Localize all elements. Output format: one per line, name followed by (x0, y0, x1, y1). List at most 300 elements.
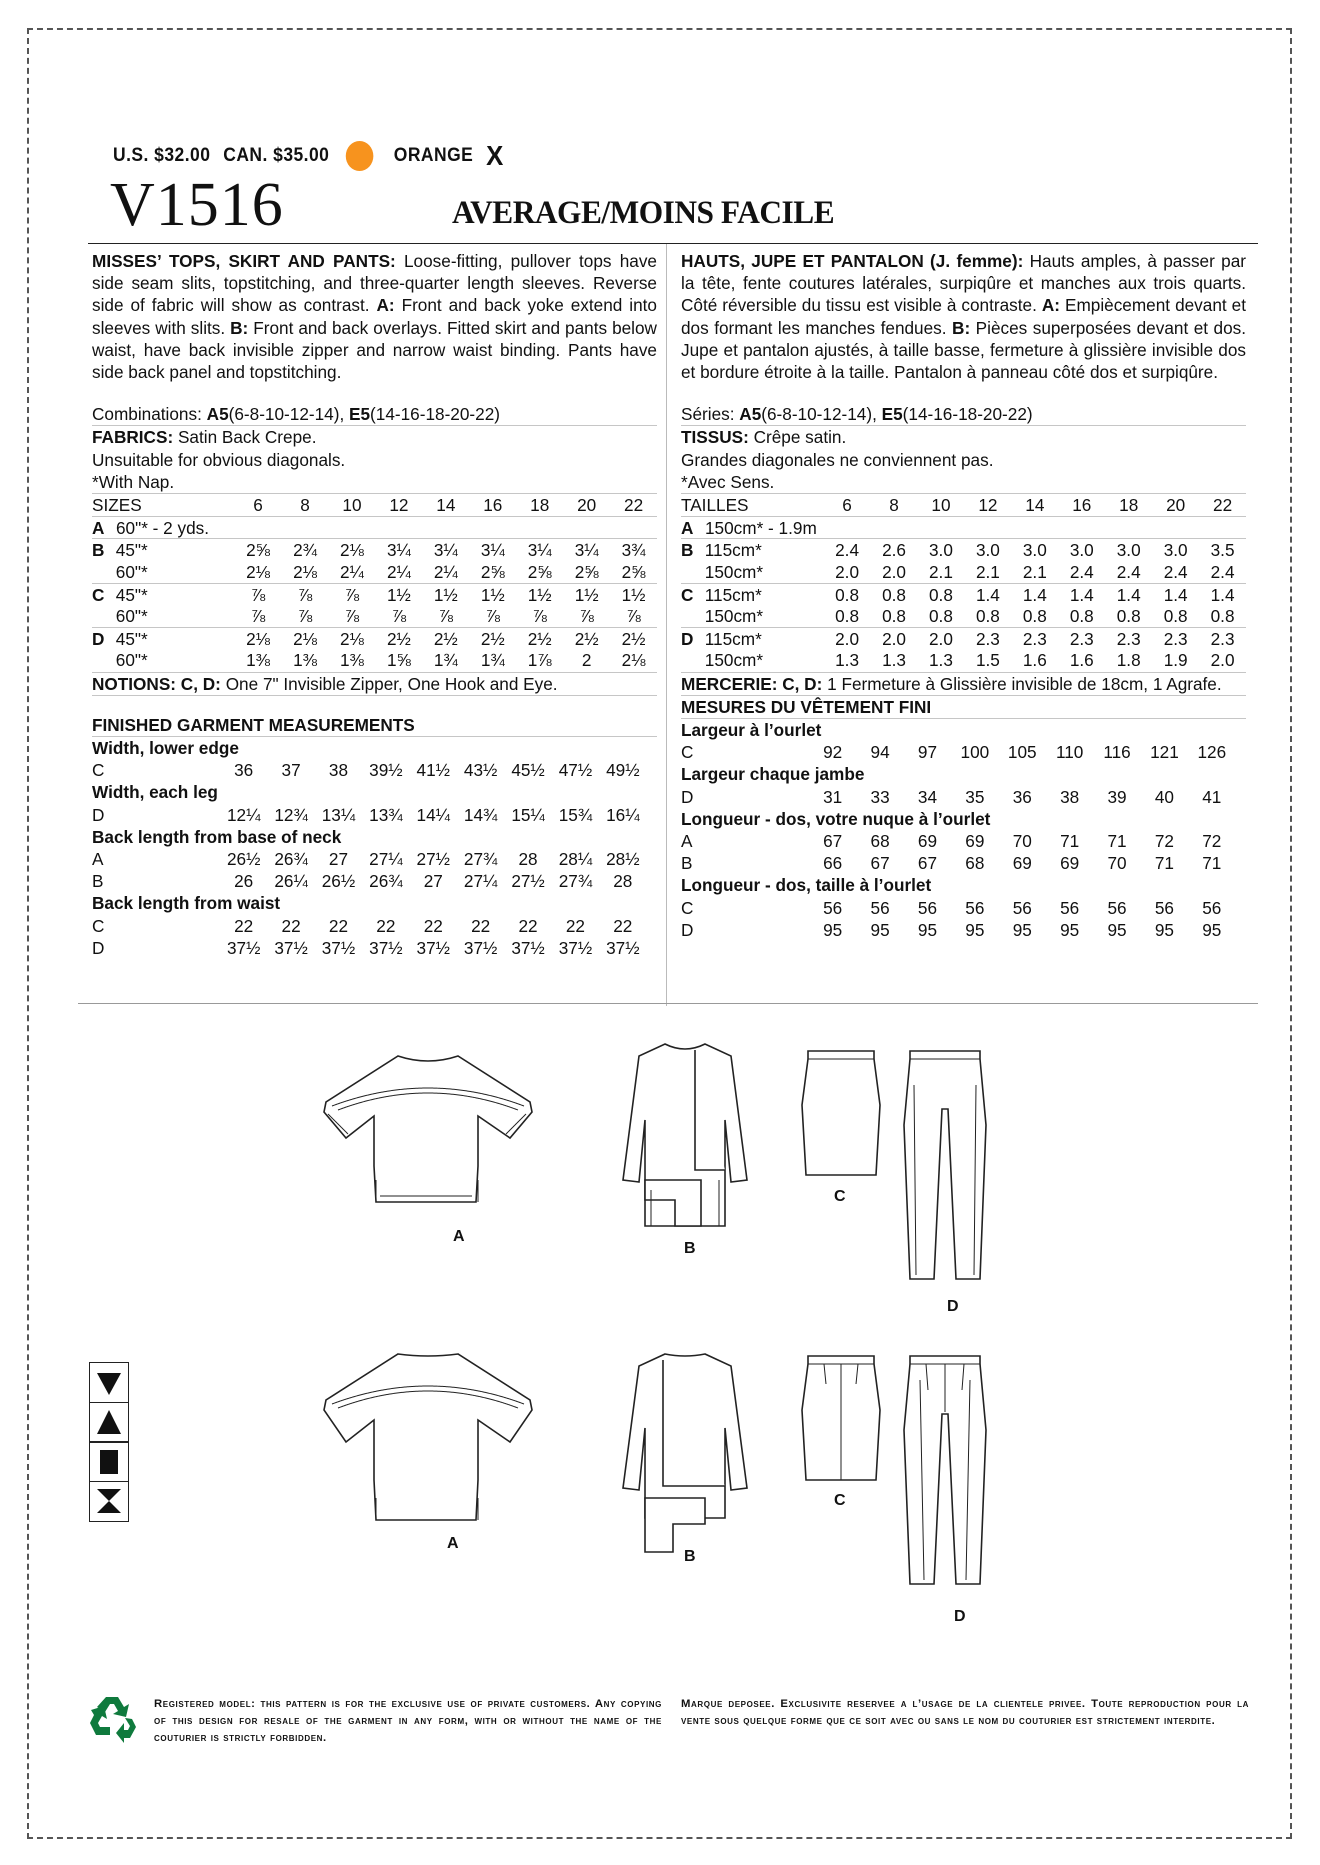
size-cell: 16 (1072, 495, 1092, 516)
column-divider (666, 244, 667, 1006)
yardage-cell: 2¼ (386, 561, 411, 582)
yardage-cell: 2.0 (882, 561, 906, 582)
yardage-cell: 2½ (527, 629, 552, 650)
yardage-cell: 2.0 (929, 629, 953, 650)
measure-cell: 37½ (463, 937, 498, 958)
fgm-title-en: FINISHED GARMENT MEASUREMENTS (92, 714, 657, 737)
measure-cell: 71 (1060, 830, 1080, 851)
measure-row: D 31 33 34 35 36 38 39 40 41 (681, 786, 1246, 808)
yardage-cell: 2¼ (340, 561, 364, 582)
yardage-cell: 1.4 (1069, 584, 1094, 605)
measure-cell: 28½ (606, 848, 640, 869)
measure-cell: 22 (613, 915, 633, 936)
yardage-cell: 2¼ (433, 561, 458, 582)
notions-en: NOTIONS: C, D: One 7" Invisible Zipper, One Hook and Eye. (92, 672, 657, 696)
measure-cell: 45½ (511, 760, 545, 781)
yardage-cell: 1.3 (835, 650, 860, 671)
measure-cell: 71 (1154, 853, 1174, 874)
measure-cell: 27¾ (463, 848, 498, 869)
size-cell: 22 (624, 495, 644, 516)
view-a-front-drawing (318, 1050, 538, 1210)
description-fr: HAUTS, JUPE ET PANTALON (J. femme): Hauts amples, à passer par la tête, fente coutures latérales, surpiqûre et manches aux trois quarts. Côté réversible du tissu est visible à contraste. A: Empiècement devant et dos formant les manches fendues. B: Pièces superposées devant et dos. Jupe et pantalon ajustés, à taille basse, fermeture à glissière invisible dos et bordure étroite à la taille. Pantalon à panneau côté dos et surpiqûre. (681, 251, 1246, 383)
yardage-cell: 1.6 (1022, 650, 1047, 671)
yardage-cell: 2⅝ (527, 561, 552, 582)
yardage-cell: 1.4 (1116, 584, 1141, 605)
size-cell: 14 (1025, 495, 1045, 516)
header-rule (88, 243, 1258, 244)
yardage-cell: 2⅛ (293, 561, 317, 582)
yardage-row: 150cm* 0.8 0.8 0.8 0.8 0.8 0.8 0.8 0.8 0.8 (681, 605, 1246, 627)
yardage-cell: 2⅛ (293, 629, 317, 650)
yardage-cell: 2.4 (1069, 561, 1094, 582)
yardage-row: 60"* ⅞ ⅞ ⅞ ⅞ ⅞ ⅞ ⅞ ⅞ ⅞ (92, 605, 657, 627)
measure-cell: 66 (823, 853, 843, 874)
unsuitable-fr: Grandes diagonales ne conviennent pas. (681, 449, 994, 470)
yardage-cell: 1.5 (975, 650, 1000, 671)
size-cell: 10 (931, 495, 951, 516)
size-cell: 20 (577, 495, 597, 516)
yardage-cell: 1½ (574, 584, 599, 605)
yardage-cell: 2.4 (1210, 561, 1235, 582)
measure-cell: 40 (1154, 786, 1174, 807)
yardage-cell: 2 (581, 650, 592, 671)
measure-cell: 12¼ (226, 804, 261, 825)
yardage-cell: 3¼ (386, 540, 411, 561)
yardage-cell: 1⅜ (340, 650, 364, 671)
color-name: ORANGE (393, 145, 474, 166)
view-d-back-label: D (954, 1608, 966, 1625)
measure-cell: 56 (1012, 897, 1032, 918)
measure-cell: 70 (1012, 830, 1032, 851)
price-us: U.S. $32.00 (113, 145, 211, 166)
yardage-cell: 1.3 (929, 650, 953, 671)
yardage-cell: 2⅝ (480, 561, 505, 582)
french-column (681, 250, 1246, 941)
measure-cell: 37½ (274, 937, 308, 958)
measure-cell: 56 (917, 897, 938, 918)
measure-cell: 92 (823, 742, 843, 763)
measure-cell: 56 (1202, 897, 1222, 918)
yardage-cell: 0.8 (882, 584, 906, 605)
measurements-table-en (92, 737, 657, 959)
view-c-front-drawing (800, 1045, 882, 1185)
measure-cell: 95 (823, 919, 843, 940)
yardage-cell: 2.0 (835, 561, 860, 582)
yardage-cell: ⅞ (391, 605, 407, 626)
size-cell: 16 (483, 495, 503, 516)
measure-cell: 26½ (321, 871, 356, 892)
yardage-cell: 1⅜ (246, 650, 271, 671)
fabrics-en: FABRICS: Satin Back Crepe. (92, 427, 317, 448)
yardage-cell: ⅞ (250, 584, 266, 605)
measure-cell: 67 (870, 853, 890, 874)
measure-cell: 27¾ (558, 871, 593, 892)
measure-cell: 28¼ (558, 848, 593, 869)
yardage-cell: 1.9 (1163, 650, 1188, 671)
measure-cell: 37½ (226, 937, 261, 958)
view-d-front-drawing (900, 1045, 990, 1285)
measure-cell: 27½ (511, 871, 545, 892)
measure-cell: 27½ (416, 848, 450, 869)
measure-cell: 26¼ (274, 871, 308, 892)
measure-cell: 27 (423, 871, 443, 892)
yardage-cell: 3¼ (574, 540, 599, 561)
yardage-cell: 1.8 (1116, 650, 1141, 671)
measure-row: D 37½ 37½ 37½ 37½ 37½ 37½ 37½ 37½ 37½ (92, 937, 657, 959)
nap-fr: *Avec Sens. (681, 471, 1246, 494)
size-cell: 20 (1166, 495, 1186, 516)
yardage-cell: 2½ (480, 629, 505, 650)
measure-cell: 28 (613, 871, 633, 892)
yardage-cell: 1½ (386, 584, 411, 605)
hourglass-icon (89, 1481, 129, 1522)
measure-cell: 95 (1154, 919, 1174, 940)
view-d-label: D (947, 1298, 959, 1315)
yardage-cell: 2.4 (1163, 561, 1188, 582)
measure-row: B 66 67 67 68 69 69 70 71 71 (681, 852, 1246, 874)
measure-cell: 35 (965, 786, 985, 807)
measure-cell: 72 (1202, 830, 1222, 851)
yardage-cell: 2.0 (1210, 650, 1235, 671)
view-c-label: C (834, 1188, 846, 1205)
size-cell: 18 (1119, 495, 1139, 516)
measure-cell: 37½ (606, 937, 640, 958)
yardage-cell: 2¾ (293, 540, 317, 561)
yardage-cell: 1.3 (882, 650, 906, 671)
measure-cell: 27¼ (463, 871, 498, 892)
yardage-row: A 150cm* - 1.9m (681, 516, 1246, 538)
yardage-cell: 1⅝ (386, 650, 411, 671)
size-cell: 6 (842, 495, 852, 516)
measure-cell: 37½ (416, 937, 450, 958)
measure-row: C 22 22 22 22 22 22 22 22 22 (92, 915, 657, 937)
measure-cell: 41 (1202, 786, 1222, 807)
measure-cell: 26¾ (274, 848, 308, 869)
measure-cell: 37½ (511, 937, 545, 958)
size-cell: 18 (530, 495, 550, 516)
view-a-back-label: A (447, 1535, 459, 1552)
measure-cell: 22 (423, 915, 443, 936)
measure-row: B 26 26¼ 26½ 26¾ 27 27¼ 27½ 27¾ 28 (92, 870, 657, 892)
yardage-cell: 2⅛ (621, 650, 646, 671)
measure-cell: 31 (823, 786, 843, 807)
measure-cell: 69 (965, 830, 985, 851)
measure-heading: Back length from waist (92, 893, 281, 914)
measure-cell: 22 (234, 915, 254, 936)
view-b-label: B (684, 1240, 696, 1257)
yardage-cell: 2½ (621, 629, 646, 650)
yardage-cell: 0.8 (1022, 605, 1047, 626)
measure-cell: 68 (965, 853, 985, 874)
english-column (92, 250, 657, 959)
yardage-cell: 2.3 (1116, 629, 1141, 650)
view-c-back-label: C (834, 1492, 846, 1509)
yardage-cell: ⅞ (485, 605, 500, 626)
yardage-cell: ⅞ (532, 605, 547, 626)
measure-cell: 22 (518, 915, 538, 936)
measure-cell: 22 (471, 915, 491, 936)
measure-cell: 28 (518, 848, 538, 869)
combinations-fr: Séries: A5(6-8-10-12-14), E5(14-16-18-20-22) (681, 403, 1246, 426)
measure-heading: Back length from base of neck (92, 826, 342, 847)
measure-cell: 95 (1107, 919, 1127, 940)
view-c-back-drawing (800, 1350, 882, 1490)
yardage-cell: 2.1 (929, 561, 953, 582)
yardage-row: 150cm* 2.0 2.0 2.1 2.1 2.1 2.4 2.4 2.4 2.4 (681, 561, 1246, 583)
price-can: CAN. $35.00 (223, 145, 330, 166)
measure-cell: 38 (328, 760, 349, 781)
measure-cell: 26¾ (369, 871, 403, 892)
unsuitable-en: Unsuitable for obvious diagonals. (92, 449, 346, 470)
measure-cell: 126 (1197, 742, 1227, 763)
yardage-row: 150cm* 1.3 1.3 1.3 1.5 1.6 1.6 1.8 1.9 2.0 (681, 649, 1246, 671)
measure-cell: 27¼ (369, 848, 403, 869)
view-a-label: A (453, 1228, 465, 1245)
measure-cell: 94 (870, 742, 890, 763)
yardage-cell: 1¾ (480, 650, 505, 671)
view-b-back-drawing (615, 1348, 755, 1558)
yardage-cell: 0.8 (835, 584, 860, 605)
yardage-cell: 0.8 (882, 605, 906, 626)
price-row (113, 140, 517, 172)
yardage-cell: 2⅛ (340, 540, 364, 561)
yardage-cell: 1⅜ (293, 650, 317, 671)
yardage-cell: 2.6 (882, 540, 906, 561)
measure-cell: 121 (1150, 742, 1179, 763)
measure-cell: 43½ (463, 760, 498, 781)
yardage-cell: 2⅝ (246, 540, 271, 561)
pattern-number: V1516 (110, 171, 284, 239)
measure-cell: 95 (917, 919, 938, 940)
measure-heading: Largeur à l’ourlet (681, 719, 822, 740)
fabrics-fr: TISSUS: Crêpe satin. (681, 427, 847, 448)
measure-cell: 116 (1103, 742, 1131, 763)
yardage-table-en (92, 494, 657, 672)
measure-row: C 56 56 56 56 56 56 56 56 56 (681, 897, 1246, 919)
yardage-cell: 1½ (527, 584, 552, 605)
measure-cell: 37½ (558, 937, 593, 958)
yardage-cell: 2⅛ (340, 629, 364, 650)
yardage-row: B 45"* 2⅝ 2¾ 2⅛ 3¼ 3¼ 3¼ 3¼ 3¼ 3¾ (92, 538, 657, 560)
yardage-cell: ⅞ (438, 605, 453, 626)
yardage-cell: ⅞ (626, 605, 641, 626)
yardage-cell: ⅞ (344, 584, 360, 605)
yardage-cell: ⅞ (344, 605, 360, 626)
yardage-cell: 2⅛ (246, 561, 271, 582)
measure-cell: 13¼ (321, 804, 356, 825)
measure-row: C 36 37 38 39½ 41½ 43½ 45½ 47½ 49½ (92, 759, 657, 781)
yardage-row: 60"* 1⅜ 1⅜ 1⅜ 1⅝ 1¾ 1¾ 1⅞ 2 2⅛ (92, 649, 657, 671)
measure-cell: 22 (565, 915, 585, 936)
size-cell: 14 (436, 495, 456, 516)
sizes-header-row: SIZES 6 8 10 12 14 16 18 20 22 (92, 494, 657, 516)
measure-cell: 34 (917, 786, 938, 807)
view-b-front-drawing (615, 1040, 755, 1235)
measure-cell: 95 (965, 919, 985, 940)
measure-cell: 37½ (369, 937, 403, 958)
yardage-cell: 2.4 (1116, 561, 1141, 582)
yardage-cell: ⅞ (297, 605, 313, 626)
measure-cell: 38 (1060, 786, 1080, 807)
yardage-cell: 2.3 (1210, 629, 1235, 650)
triangle-up-icon (89, 1402, 129, 1443)
yardage-cell: 1.6 (1069, 650, 1094, 671)
measure-cell: 47½ (558, 760, 593, 781)
yardage-cell: 2.3 (1022, 629, 1047, 650)
measure-cell: 69 (917, 830, 938, 851)
yardage-cell: 2.4 (835, 540, 860, 561)
sizes-header-row: TAILLES 6 8 10 12 14 16 18 20 22 (681, 494, 1246, 516)
measure-cell: 56 (870, 897, 890, 918)
yardage-cell: 1.4 (1163, 584, 1188, 605)
measure-cell: 56 (823, 897, 843, 918)
measure-row: D 12¼ 12¾ 13¼ 13¾ 14¼ 14¾ 15¼ 15¾ 16¼ (92, 804, 657, 826)
yardage-cell: 1½ (433, 584, 458, 605)
recycle-icon (88, 1693, 138, 1743)
size-cell: 22 (1213, 495, 1233, 516)
yardage-cell: ⅞ (250, 605, 266, 626)
notions-fr: MERCERIE: C, D: 1 Fermeture à Glissière invisible de 18cm, 1 Agrafe. (681, 672, 1246, 695)
yardage-cell: ⅞ (297, 584, 313, 605)
yardage-cell: 3¾ (621, 540, 646, 561)
legal-notice-en: Registered model: this pattern is for the exclusive use of private customers. Any copying of this design for resale of the garment in any form, with or without the name of the couturier is strictly forbidden. (154, 1698, 662, 1744)
difficulty-label: AVERAGE/MOINS FACILE (452, 195, 835, 231)
yardage-cell: 2.3 (975, 629, 1000, 650)
measure-cell: 37½ (321, 937, 356, 958)
color-dot-icon (346, 141, 374, 171)
measure-cell: 16¼ (606, 804, 640, 825)
description-en: MISSES’ TOPS, SKIRT AND PANTS: Loose-fitting, pullover tops have side seam slits, topstitching, and three-quarter length sleeves. Reverse side of fabric will show as contrast. A: Front and back yoke extend into sleeves with slits. B: Front and back overlays. Fitted skirt and pants below waist, have back invisible zipper and narrow waist binding. Pants have side back panel and topstitching. (92, 251, 657, 383)
measure-cell: 56 (1060, 897, 1080, 918)
measure-cell: 110 (1055, 742, 1084, 763)
yardage-table-fr (681, 494, 1246, 672)
yardage-row: D 45"* 2⅛ 2⅛ 2⅛ 2½ 2½ 2½ 2½ 2½ 2½ (92, 627, 657, 649)
yardage-cell: 2½ (574, 629, 599, 650)
fabric-symbols (89, 1362, 129, 1520)
view-b-back-label: B (684, 1548, 696, 1565)
measure-cell: 39½ (369, 760, 403, 781)
measure-cell: 105 (1007, 742, 1037, 763)
fgm-title-fr: MESURES DU VÊTEMENT FINI (681, 695, 1246, 719)
yardage-cell: 2.0 (835, 629, 860, 650)
measure-cell: 33 (870, 786, 890, 807)
measure-cell: 68 (870, 830, 890, 851)
yardage-cell: 3.5 (1210, 540, 1235, 561)
measure-cell: 56 (1107, 897, 1127, 918)
yardage-cell: 2.3 (1069, 629, 1094, 650)
yardage-row: C 45"* ⅞ ⅞ ⅞ 1½ 1½ 1½ 1½ 1½ 1½ (92, 583, 657, 605)
measure-cell: 97 (917, 742, 938, 763)
measure-cell: 22 (376, 915, 396, 936)
legal-notice-fr: Marque deposee. Exclusivite reservee a l’usage de la clientele privee. Toute reproduction pour la vente sous quelque forme que ce soit avec ou sans le nom du couturier est strictement interdite. (681, 1698, 1249, 1727)
yardage-cell: 1.4 (1022, 584, 1047, 605)
yardage-cell: 0.8 (1163, 605, 1188, 626)
measure-cell: 22 (328, 915, 349, 936)
yardage-cell: 3¼ (433, 540, 458, 561)
size-cell: 12 (978, 495, 998, 516)
yardage-cell: 2.3 (1163, 629, 1188, 650)
yardage-cell: 1½ (480, 584, 505, 605)
measure-row: A 26½ 26¾ 27 27¼ 27½ 27¾ 28 28¼ 28½ (92, 848, 657, 870)
yardage-cell: 0.8 (929, 605, 953, 626)
yardage-cell: 3.0 (1022, 540, 1047, 561)
yardage-cell: 2⅝ (621, 561, 646, 582)
measure-cell: 22 (281, 915, 301, 936)
combinations-en: Combinations: A5(6-8-10-12-14), E5(14-16-18-20-22) (92, 403, 657, 426)
measure-cell: 14¾ (463, 804, 498, 825)
measure-cell: 26½ (226, 848, 261, 869)
yardage-cell: ⅞ (579, 605, 594, 626)
measure-cell: 71 (1202, 853, 1222, 874)
yardage-cell: 0.8 (975, 605, 1000, 626)
measure-cell: 41½ (416, 760, 450, 781)
yardage-cell: 2⅝ (574, 561, 599, 582)
nap-en: *With Nap. (92, 471, 657, 494)
measure-cell: 100 (960, 742, 990, 763)
measure-heading: Width, lower edge (92, 737, 239, 758)
measure-cell: 71 (1107, 830, 1127, 851)
measure-cell: 56 (1154, 897, 1174, 918)
yardage-cell: 1.4 (975, 584, 1000, 605)
size-cell: 6 (253, 495, 263, 516)
yardage-cell: 0.8 (1210, 605, 1235, 626)
measure-row: D 95 95 95 95 95 95 95 95 95 (681, 919, 1246, 941)
measure-cell: 67 (823, 830, 843, 851)
yardage-row: D 115cm* 2.0 2.0 2.0 2.3 2.3 2.3 2.3 2.3 2.3 (681, 627, 1246, 649)
yardage-cell: 3.0 (1163, 540, 1188, 561)
measure-row: C 92 94 97 100 105 110 116 121 126 (681, 741, 1246, 763)
measure-cell: 14¼ (416, 804, 450, 825)
size-cell: 10 (342, 495, 362, 516)
measure-heading: Longueur - dos, taille à l’ourlet (681, 875, 932, 896)
measure-cell: 69 (1060, 853, 1080, 874)
section-rule (78, 1003, 1258, 1004)
measure-cell: 95 (1060, 919, 1080, 940)
yardage-cell: 1½ (621, 584, 646, 605)
yardage-cell: 0.8 (1116, 605, 1141, 626)
yardage-cell: 2⅛ (246, 629, 271, 650)
measure-cell: 15¾ (558, 804, 593, 825)
category-mark: X (486, 140, 504, 171)
measure-cell: 95 (870, 919, 890, 940)
size-cell: 12 (389, 495, 409, 516)
measure-cell: 95 (1012, 919, 1032, 940)
measure-cell: 67 (917, 853, 938, 874)
view-d-back-drawing (900, 1350, 990, 1590)
yardage-cell: 3.0 (1069, 540, 1094, 561)
yardage-cell: 1.4 (1210, 584, 1235, 605)
yardage-cell: 1¾ (433, 650, 458, 671)
measure-cell: 12¾ (274, 804, 308, 825)
yardage-cell: 3.0 (975, 540, 1000, 561)
yardage-cell: 3.0 (929, 540, 953, 561)
yardage-cell: 2.1 (1022, 561, 1047, 582)
measure-cell: 56 (965, 897, 985, 918)
measure-cell: 37 (281, 760, 301, 781)
yardage-cell: 3.0 (1116, 540, 1141, 561)
measure-heading: Width, each leg (92, 782, 218, 803)
measure-cell: 26 (234, 871, 254, 892)
view-a-back-drawing (318, 1348, 538, 1528)
yardage-cell: 0.8 (1069, 605, 1094, 626)
measure-row: A 67 68 69 69 70 71 71 72 72 (681, 830, 1246, 852)
yardage-cell: 3¼ (480, 540, 505, 561)
measure-cell: 36 (234, 760, 254, 781)
yardage-row: B 115cm* 2.4 2.6 3.0 3.0 3.0 3.0 3.0 3.0 3.5 (681, 538, 1246, 560)
yardage-cell: 2½ (386, 629, 411, 650)
measure-cell: 13¾ (369, 804, 403, 825)
yardage-cell: 0.8 (929, 584, 953, 605)
